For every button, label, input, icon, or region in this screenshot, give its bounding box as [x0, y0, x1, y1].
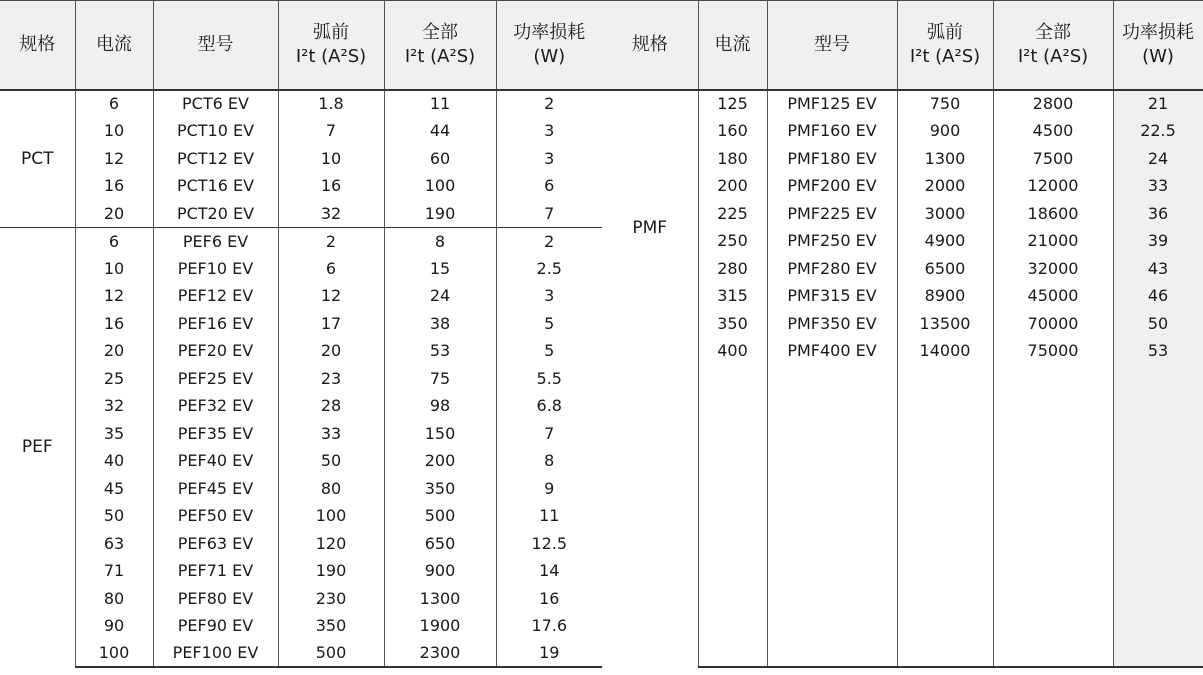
- cell-current-right: [698, 392, 767, 420]
- cell-total: 650: [384, 530, 496, 558]
- table-row: [0, 420, 1203, 448]
- cell-prearc: 80: [278, 475, 384, 503]
- cell-current-right: 180: [698, 145, 767, 173]
- cell-prearc-right: [897, 557, 993, 585]
- cell-power-right: [1113, 420, 1203, 448]
- cell-total-right: [993, 475, 1113, 503]
- cell-current: 45: [75, 475, 153, 503]
- group-pct: PCT: [0, 90, 75, 228]
- cell-model: PCT6 EV: [153, 90, 278, 118]
- header-model-right: 型号: [767, 1, 897, 90]
- cell-model-right: [767, 502, 897, 530]
- cell-current: 25: [75, 365, 153, 393]
- table-row: [0, 282, 1203, 310]
- table-row: [0, 227, 1203, 255]
- cell-current-right: 315: [698, 282, 767, 310]
- cell-total-right: 18600: [993, 200, 1113, 228]
- header-row: [0, 1, 1203, 90]
- header-spec: 规格: [0, 1, 75, 90]
- cell-total-right: 45000: [993, 282, 1113, 310]
- table-row: [0, 447, 1203, 475]
- cell-total-right: [993, 530, 1113, 558]
- cell-prearc: 16: [278, 172, 384, 200]
- cell-current-right: [698, 530, 767, 558]
- cell-prearc: 190: [278, 557, 384, 585]
- cell-prearc: 20: [278, 337, 384, 365]
- cell-power: 16: [539, 588, 560, 608]
- cell-current-right: [698, 585, 767, 613]
- cell-model: PEF45 EV: [153, 475, 278, 503]
- cell-current: 50: [75, 502, 153, 530]
- cell-prearc-right: [897, 475, 993, 503]
- cell-total: 100: [384, 172, 496, 200]
- cell-prearc-right: 2000: [897, 172, 993, 200]
- table-row: [0, 145, 1203, 173]
- cell-total-right: [993, 557, 1113, 585]
- cell-power-right: [1113, 447, 1203, 475]
- cell-total-right: [993, 420, 1113, 448]
- cell-prearc: 23: [278, 365, 384, 393]
- cell-power: 8: [544, 451, 555, 471]
- cell-power-right: [1113, 612, 1203, 640]
- group-pmf: PMF: [602, 90, 698, 365]
- cell-power-right: 43: [1113, 255, 1203, 283]
- cell-current: 80: [75, 585, 153, 613]
- cell-model-right: PMF180 EV: [767, 145, 897, 173]
- cell-prearc-right: 750: [897, 90, 993, 118]
- cell-model: PEF40 EV: [153, 447, 278, 475]
- cell-current-right: [698, 420, 767, 448]
- cell-model: PEF20 EV: [153, 337, 278, 365]
- cell-total-right: [993, 640, 1113, 668]
- cell-power-right: [1113, 585, 1203, 613]
- cell-power: 3: [544, 148, 555, 168]
- header-current: 电流: [75, 1, 153, 90]
- cell-prearc-right: [897, 530, 993, 558]
- cell-total: 200: [384, 447, 496, 475]
- cell-current: 32: [75, 392, 153, 420]
- cell-prearc-right: [897, 447, 993, 475]
- table-row: [0, 200, 1203, 228]
- cell-total-right: [993, 502, 1113, 530]
- cell-total-right: 75000: [993, 337, 1113, 365]
- cell-total: 150: [384, 420, 496, 448]
- cell-prearc-right: [897, 612, 993, 640]
- cell-current-right: 250: [698, 227, 767, 255]
- cell-power-right: 33: [1113, 172, 1203, 200]
- header-total-right: 全部 I²t (A²S): [993, 1, 1113, 90]
- cell-total: 8: [384, 227, 496, 255]
- cell-power-right: [1113, 640, 1203, 668]
- header-power-right: 功率损耗 (W): [1113, 1, 1203, 90]
- cell-current-right: 200: [698, 172, 767, 200]
- cell-prearc-right: [897, 502, 993, 530]
- cell-total-right: 70000: [993, 310, 1113, 338]
- cell-total-right: 4500: [993, 117, 1113, 145]
- cell-total-right: [993, 612, 1113, 640]
- cell-model-right: PMF160 EV: [767, 117, 897, 145]
- table-row: [0, 530, 1203, 558]
- cell-power: 2: [496, 227, 602, 255]
- cell-power: 11: [539, 506, 560, 526]
- cell-current-right: 160: [698, 117, 767, 145]
- table-row: [0, 337, 1203, 365]
- header-current-right: 电流: [698, 1, 767, 90]
- cell-model: PCT20 EV: [153, 200, 278, 228]
- cell-total: 75: [384, 365, 496, 393]
- cell-power-right: [1113, 365, 1203, 393]
- cell-model-right: [767, 447, 897, 475]
- cell-model-right: PMF200 EV: [767, 172, 897, 200]
- table-row: [0, 172, 1203, 200]
- cell-prearc: 1.8: [278, 90, 384, 118]
- cell-power: 2.5: [536, 258, 562, 278]
- cell-total-right: [993, 392, 1113, 420]
- table-row: [0, 392, 1203, 420]
- cell-current-right: [698, 475, 767, 503]
- cell-total-right: 12000: [993, 172, 1113, 200]
- header-prearc-right: 弧前 I²t (A²S): [897, 1, 993, 90]
- header-spec-right: 规格: [602, 1, 698, 90]
- cell-prearc-right: [897, 420, 993, 448]
- cell-prearc: 50: [278, 447, 384, 475]
- cell-prearc-right: [897, 640, 993, 668]
- cell-model: PCT16 EV: [153, 172, 278, 200]
- cell-model-right: PMF125 EV: [767, 90, 897, 118]
- cell-total-right: 21000: [993, 227, 1113, 255]
- table-row: [0, 255, 1203, 283]
- cell-total: 11: [384, 90, 496, 118]
- cell-total: 24: [384, 282, 496, 310]
- header-power: 功率损耗 (W): [496, 1, 602, 90]
- cell-power: 3: [544, 121, 555, 141]
- cell-model: PEF35 EV: [153, 420, 278, 448]
- cell-total-right: [993, 365, 1113, 393]
- cell-power-right: 22.5: [1113, 117, 1203, 145]
- cell-current: 16: [75, 310, 153, 338]
- cell-power: 7: [544, 423, 555, 443]
- header-prearc: 弧前 I²t (A²S): [278, 1, 384, 90]
- cell-current-right: 280: [698, 255, 767, 283]
- cell-power-right: [1113, 502, 1203, 530]
- cell-model: PEF25 EV: [153, 365, 278, 393]
- cell-model-right: [767, 475, 897, 503]
- cell-model: PEF6 EV: [153, 227, 278, 255]
- cell-power-right: 50: [1113, 310, 1203, 338]
- cell-model: PEF50 EV: [153, 502, 278, 530]
- cell-current: 63: [75, 530, 153, 558]
- cell-model-right: PMF280 EV: [767, 255, 897, 283]
- cell-current: 12: [75, 145, 153, 173]
- cell-total: 2300: [384, 640, 496, 668]
- cell-model-right: PMF400 EV: [767, 337, 897, 365]
- cell-current: 35: [75, 420, 153, 448]
- cell-current: 6: [75, 90, 153, 118]
- cell-prearc-right: 1300: [897, 145, 993, 173]
- cell-current: 20: [75, 337, 153, 365]
- table-row: [0, 90, 1203, 118]
- table-row: [0, 612, 1203, 640]
- cell-current: 16: [75, 172, 153, 200]
- cell-total-right: 7500: [993, 145, 1113, 173]
- cell-total: 350: [384, 475, 496, 503]
- cell-total-right: 2800: [993, 90, 1113, 118]
- cell-power-right: 46: [1113, 282, 1203, 310]
- table-row: [0, 502, 1203, 530]
- cell-model-right: PMF315 EV: [767, 282, 897, 310]
- cell-current: 6: [75, 227, 153, 255]
- header-total: 全部 I²t (A²S): [384, 1, 496, 90]
- cell-model: PEF16 EV: [153, 310, 278, 338]
- cell-model-right: PMF250 EV: [767, 227, 897, 255]
- empty-cell: [602, 365, 698, 668]
- cell-prearc-right: 6500: [897, 255, 993, 283]
- cell-total: 900: [384, 557, 496, 585]
- table-row: [0, 310, 1203, 338]
- cell-prearc: 12: [278, 282, 384, 310]
- cell-prearc-right: [897, 392, 993, 420]
- cell-power: 2: [544, 94, 555, 114]
- cell-power: 5: [544, 313, 555, 333]
- cell-current-right: [698, 447, 767, 475]
- cell-model: PEF63 EV: [153, 530, 278, 558]
- cell-current-right: [698, 612, 767, 640]
- cell-current: 10: [75, 117, 153, 145]
- cell-current: 12: [75, 282, 153, 310]
- table-body: [0, 90, 1203, 668]
- cell-current: 71: [75, 557, 153, 585]
- cell-model-right: [767, 392, 897, 420]
- cell-prearc: 230: [278, 585, 384, 613]
- cell-current-right: 350: [698, 310, 767, 338]
- group-pef: PEF: [0, 227, 75, 667]
- cell-power-right: [1113, 392, 1203, 420]
- cell-model: PEF80 EV: [153, 585, 278, 613]
- cell-current: 90: [75, 612, 153, 640]
- cell-prearc: 7: [278, 117, 384, 145]
- cell-current-right: 125: [698, 90, 767, 118]
- table-row: [0, 585, 1203, 613]
- cell-power-right: 53: [1113, 337, 1203, 365]
- cell-total-right: 32000: [993, 255, 1113, 283]
- cell-model: PEF100 EV: [153, 640, 278, 668]
- cell-total: 38: [384, 310, 496, 338]
- cell-current: 40: [75, 447, 153, 475]
- cell-power: 7: [544, 203, 555, 223]
- cell-total: 44: [384, 117, 496, 145]
- cell-model-right: [767, 557, 897, 585]
- cell-prearc-right: 13500: [897, 310, 993, 338]
- cell-total: 190: [384, 200, 496, 228]
- cell-prearc-right: 14000: [897, 337, 993, 365]
- cell-prearc: 500: [278, 640, 384, 668]
- cell-power: 3: [544, 286, 555, 306]
- cell-model-right: [767, 530, 897, 558]
- cell-total: 500: [384, 502, 496, 530]
- cell-current-right: [698, 557, 767, 585]
- cell-current-right: [698, 502, 767, 530]
- cell-prearc: 32: [278, 200, 384, 228]
- cell-total: 15: [384, 255, 496, 283]
- cell-prearc-right: 8900: [897, 282, 993, 310]
- cell-power: 5: [544, 341, 555, 361]
- cell-power-right: 21: [1113, 90, 1203, 118]
- cell-prearc: 2: [278, 227, 384, 255]
- cell-current: 100: [75, 640, 153, 668]
- cell-prearc: 350: [278, 612, 384, 640]
- table-row: [0, 117, 1203, 145]
- cell-prearc: 33: [278, 420, 384, 448]
- cell-prearc-right: [897, 585, 993, 613]
- cell-model-right: PMF225 EV: [767, 200, 897, 228]
- cell-prearc: 6: [278, 255, 384, 283]
- cell-total: 1900: [384, 612, 496, 640]
- cell-model: PEF10 EV: [153, 255, 278, 283]
- cell-power: 19: [496, 640, 602, 668]
- table-row: [0, 365, 1203, 393]
- cell-power: 9: [544, 478, 555, 498]
- cell-current-right: 400: [698, 337, 767, 365]
- cell-power: 6: [544, 176, 555, 196]
- cell-prearc-right: [897, 365, 993, 393]
- cell-total: 98: [384, 392, 496, 420]
- cell-current: 10: [75, 255, 153, 283]
- cell-power: 14: [539, 561, 560, 581]
- cell-model: PCT10 EV: [153, 117, 278, 145]
- cell-prearc: 10: [278, 145, 384, 173]
- cell-power-right: [1113, 475, 1203, 503]
- cell-model: PEF90 EV: [153, 612, 278, 640]
- cell-model-right: [767, 420, 897, 448]
- cell-model: PCT12 EV: [153, 145, 278, 173]
- cell-current-right: [698, 640, 767, 668]
- cell-prearc-right: 4900: [897, 227, 993, 255]
- cell-power-right: [1113, 530, 1203, 558]
- table-row: [0, 557, 1203, 585]
- cell-model-right: [767, 585, 897, 613]
- cell-model: PEF71 EV: [153, 557, 278, 585]
- cell-prearc-right: 3000: [897, 200, 993, 228]
- cell-prearc: 120: [278, 530, 384, 558]
- cell-prearc: 17: [278, 310, 384, 338]
- cell-total: 1300: [384, 585, 496, 613]
- cell-power-right: 24: [1113, 145, 1203, 173]
- cell-power-right: [1113, 557, 1203, 585]
- cell-power: 5.5: [536, 368, 562, 388]
- cell-model-right: PMF350 EV: [767, 310, 897, 338]
- cell-current-right: 225: [698, 200, 767, 228]
- cell-current-right: [698, 365, 767, 393]
- cell-power-right: 36: [1113, 200, 1203, 228]
- header-model: 型号: [153, 1, 278, 90]
- cell-power-right: 39: [1113, 227, 1203, 255]
- cell-current: 20: [75, 200, 153, 228]
- cell-model: PEF12 EV: [153, 282, 278, 310]
- cell-model-right: [767, 365, 897, 393]
- cell-model-right: [767, 640, 897, 668]
- cell-power: 17.6: [531, 616, 568, 636]
- cell-total-right: [993, 447, 1113, 475]
- cell-model-right: [767, 612, 897, 640]
- cell-prearc: 100: [278, 502, 384, 530]
- cell-total-right: [993, 585, 1113, 613]
- table-row: [0, 640, 1203, 668]
- cell-prearc-right: 900: [897, 117, 993, 145]
- table-row: [0, 475, 1203, 503]
- cell-total: 60: [384, 145, 496, 173]
- cell-model: PEF32 EV: [153, 392, 278, 420]
- cell-power: 6.8: [536, 396, 562, 416]
- cell-power: 12.5: [531, 533, 568, 553]
- cell-prearc: 28: [278, 392, 384, 420]
- cell-total: 53: [384, 337, 496, 365]
